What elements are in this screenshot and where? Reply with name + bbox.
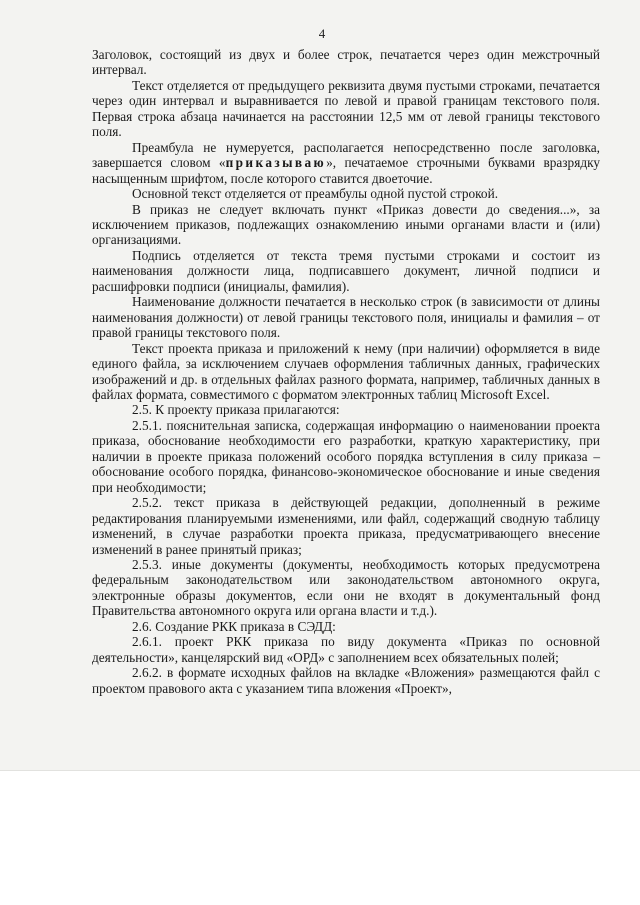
preamble-text-after: », печатаемое строчными буквами вразрядку насыщенным шрифтом, после которого ставится двоеточие. bbox=[92, 155, 601, 186]
item-2-5-2: 2.5.2. текст приказа в действующей редакции, дополненный в режиме редактирования планируемыми изменениями, или файл, содержащий сводную таблицу изменений, в случае разработки проекта приказа, предусматривающего внесение изменений в ранее принятый приказ; bbox=[92, 495, 600, 557]
paragraph-title-spacing: Заголовок, состоящий из двух и более строк, печатается через один межстрочный интервал. bbox=[92, 47, 600, 78]
preamble-keyword: приказываю bbox=[225, 155, 327, 171]
paragraph-single-file: Текст проекта приказа и приложений к нему (при наличии) оформляется в виде единого файла, за исключением случаев оформления табличных данных, графических изображений и др. в отдельных файлах разного формата, например, табличных данных в файлах формата, совместимого с форматом электронных таблиц Microsoft Excel. bbox=[92, 340, 600, 402]
paragraph-text-spacing: Текст отделяется от предыдущего реквизита двумя пустыми строками, печатается через один интервал и выравнивается по левой и правой границам текстового поля. Первая строка абзаца начинается на расстоянии 12,5 мм от левой границы текстового поля. bbox=[92, 77, 600, 140]
item-2-6-1: 2.6.1. проект РКК приказа по виду документа «Приказ по основной деятельности», канцелярский вид «ОРД» с заполнением всех обязательных полей; bbox=[92, 634, 600, 665]
document-body bbox=[92, 47, 600, 696]
page-number: 4 bbox=[318, 26, 326, 41]
paragraph-exclusion: В приказ не следует включать пункт «Приказ довести до сведения...», за исключением приказов, подлежащих ознакомлению иными органами власти и (или) организациями. bbox=[92, 201, 600, 248]
item-2-5-3: 2.5.3. иные документы (документы, необходимость которых предусмотрена федеральным законодательством или законодательством автономного округа, электронные образы документов, если они не входят в документальный фонд Правительства автономного округа или органа власти и т.д.). bbox=[92, 556, 600, 619]
paragraph-preamble bbox=[92, 140, 600, 186]
section-2-5-heading: 2.5. К проекту приказа прилагаются: bbox=[132, 402, 340, 418]
section-2-6-heading: 2.6. Создание РКК приказа в СЭДД: bbox=[132, 618, 336, 634]
paragraph-main-text: Основной текст отделяется от преамбулы одной пустой строкой. bbox=[132, 186, 499, 202]
item-2-5-1: 2.5.1. пояснительная записка, содержащая информацию о наименовании проекта приказа, обоснование необходимости его разработки, краткую характеристику, при наличии в проекте приказа положений особого порядка вступления в силу приказа – обоснование особого порядка, финансово-экономическое обоснование и иные сведения при необходимости; bbox=[92, 417, 600, 495]
item-2-6-2: 2.6.2. в формате исходных файлов на вкладке «Вложения» размещаются файл с проектом правового акта с указанием типа вложения «Проект», bbox=[92, 665, 600, 696]
preamble-text-before: Преамбула не нумеруется, располагается непосредственно после заголовка, завершается словом « bbox=[92, 139, 600, 171]
paragraph-position-name: Наименование должности печатается в несколько строк (в зависимости от длины наименования должности) от левой границы текстового поля, инициалы и фамилия – от правой границы текстового поля. bbox=[92, 294, 600, 341]
paragraph-signature: Подпись отделяется от текста тремя пустыми строками и состоит из наименования должности лица, подписавшего документ, личной подписи и расшифровки подписи (инициалы, фамилия). bbox=[92, 247, 600, 294]
